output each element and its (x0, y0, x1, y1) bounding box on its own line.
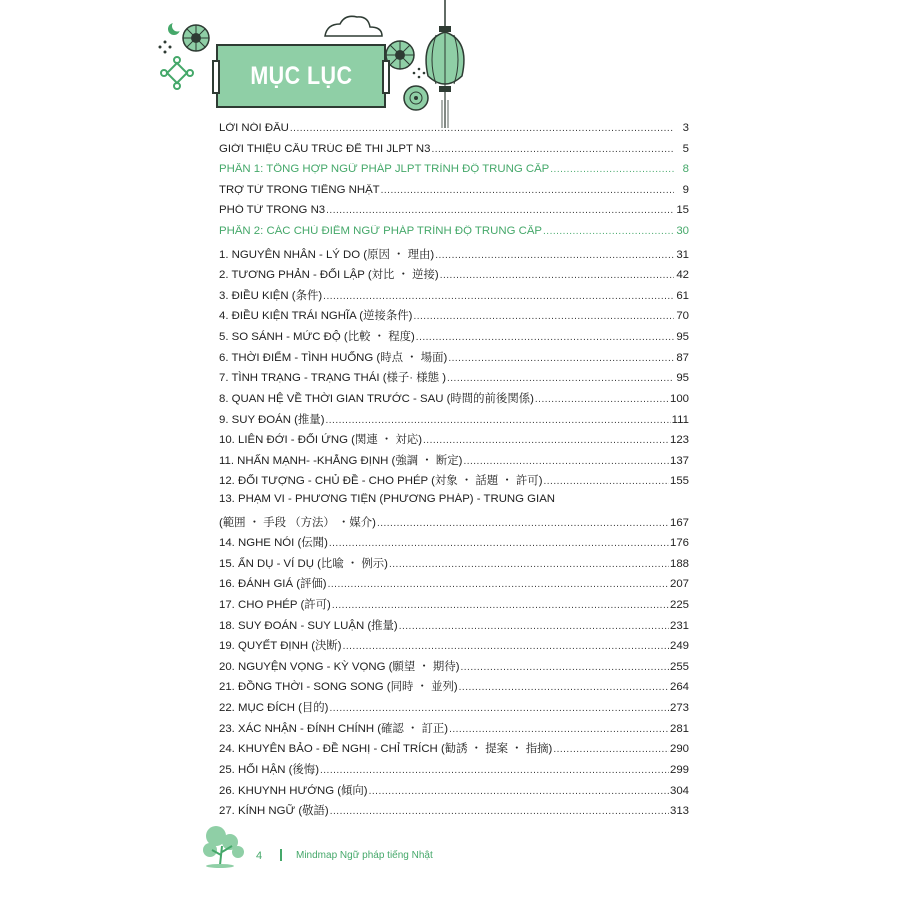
toc-entry[interactable] (219, 163, 689, 184)
banner-scroll-left (212, 60, 220, 94)
toc-entry-page: 313 (669, 805, 689, 818)
toc-entry-page: 231 (669, 619, 689, 632)
toc-entry[interactable] (219, 782, 689, 803)
toc-entry-page: 137 (669, 454, 689, 467)
toc-entry-title: 14. NGHE NÓI (伝聞) (219, 537, 328, 550)
toc-entry-page: 207 (669, 578, 689, 591)
toc-entry[interactable] (219, 411, 689, 432)
toc-leader-dots (543, 226, 674, 237)
toc-entry-title: 17. CHO PHÉP (許可) (219, 599, 331, 612)
toc-entry-title: 15. ẨN DỤ - VÍ DỤ (比喩 ・ 例示) (219, 557, 388, 570)
toc-entry[interactable] (219, 307, 689, 328)
toc-entry[interactable] (219, 143, 689, 164)
toc-entry[interactable] (219, 637, 689, 658)
toc-entry-page: 3 (682, 122, 689, 134)
flower-icon (386, 41, 414, 69)
toc-entry-title: 4. ĐIỀU KIỆN TRÁI NGHĨA (逆接条件) (219, 310, 413, 323)
toc-entry-page: 255 (669, 660, 689, 673)
knot-icon (161, 57, 193, 89)
toc-entry[interactable] (219, 761, 689, 782)
toc-leader-dots (323, 291, 674, 302)
toc-entry[interactable] (219, 740, 689, 761)
toc-entry[interactable] (219, 658, 689, 679)
toc-leader-dots (326, 415, 671, 426)
toc-entry-title: 9. SUY ĐOÁN (推量) (219, 413, 325, 426)
toc-leader-dots (329, 703, 669, 714)
toc-leader-dots (423, 435, 669, 446)
toc-leader-dots (413, 311, 674, 322)
toc-entry[interactable] (219, 596, 689, 617)
toc-entry-title: 10. LIÊN ĐỚI - ĐỐI ỨNG (関連 ・ 対応) (219, 434, 423, 447)
toc-leader-dots (343, 641, 669, 652)
flower-icon (183, 25, 209, 51)
toc-leader-dots (459, 682, 669, 693)
toc-entry-page: 176 (669, 537, 689, 550)
footer-page-number: 4 (256, 850, 263, 862)
toc-entry-page: 31 (676, 248, 689, 261)
toc-entry-page: 9 (682, 183, 689, 196)
toc-entry[interactable] (219, 328, 689, 349)
toc-entry[interactable] (219, 287, 689, 308)
toc-entry-page: 87 (676, 351, 689, 364)
toc-entry-page: 299 (669, 763, 689, 776)
toc-entry-title: 20. NGUYỆN VỌNG - KỲ VỌNG (願望 ・ 期待) (219, 660, 460, 673)
toc-entry-page: 188 (669, 557, 689, 570)
medallion-icon (404, 86, 428, 110)
toc-leader-dots (461, 662, 669, 673)
toc-entry[interactable] (219, 802, 689, 823)
toc-leader-dots (435, 250, 674, 261)
toc-leader-dots (447, 373, 674, 384)
sparkle-icon (159, 41, 172, 54)
toc-entry[interactable] (219, 555, 689, 576)
toc-entry-page: 5 (682, 142, 689, 155)
toc-entry-page: 95 (676, 372, 689, 385)
toc-leader-dots (320, 765, 669, 776)
toc-leader-dots (377, 518, 669, 529)
toc-entry-title: 26. KHUYNH HƯỚNG (傾向) (219, 784, 368, 797)
toc-leader-dots (463, 456, 669, 467)
toc-leader-dots (448, 353, 674, 364)
toc-entry-page: 15 (676, 204, 689, 217)
toc-entry[interactable] (219, 699, 689, 720)
toc-entry-page: 167 (669, 516, 689, 529)
toc-entry[interactable] (219, 266, 689, 287)
toc-entry-page: 70 (676, 310, 689, 323)
toc-entry[interactable] (219, 678, 689, 699)
toc-entry-title: 16. ĐÁNH GIÁ (評価) (219, 578, 327, 591)
toc-entry-title: TRỢ TỪ TRONG TIẾNG NHẬT (219, 183, 380, 196)
toc-entry[interactable] (219, 349, 689, 370)
toc-leader-dots (381, 185, 674, 196)
toc-entry-title: 5. SO SÁNH - MỨC ĐỘ (比較 ・ 程度) (219, 331, 415, 344)
toc-leader-dots (329, 538, 669, 549)
toc-entry-title: 13. PHẠM VI - PHƯƠNG TIỆN (PHƯƠNG PHÁP) - TRUNG GIAN (219, 492, 556, 505)
toc-entry-page: 95 (676, 331, 689, 344)
toc-leader-dots (553, 744, 669, 755)
toc-entry-title: 22. MỤC ĐÍCH (目的) (219, 702, 329, 715)
toc-entry-page: 42 (676, 269, 689, 282)
toc-entry[interactable] (219, 720, 689, 741)
toc-leader-dots (332, 600, 669, 611)
toc-entry-title: 18. SUY ĐOÁN - SUY LUẬN (推量) (219, 619, 398, 632)
banner-scroll-right (382, 60, 390, 94)
toc-entry[interactable] (219, 514, 689, 535)
toc-entry-title: 23. XÁC NHẬN - ĐÍNH CHÍNH (確認 ・ 訂正) (219, 722, 449, 735)
toc-leader-dots (326, 205, 674, 216)
toc-entry-title: PHẦN 2: CÁC CHỦ ĐIỂM NGỮ PHÁP TRÌNH ĐỘ TRUNG CẤP (219, 225, 543, 238)
table-of-contents (219, 122, 689, 823)
footer-divider (280, 849, 282, 861)
toc-leader-dots (431, 144, 674, 155)
toc-leader-dots (389, 559, 669, 570)
cloud-icon (325, 16, 382, 36)
toc-entry-title: 21. ĐỒNG THỜI - SONG SONG (同時 ・ 並列) (219, 681, 458, 694)
toc-entry-page: 100 (669, 392, 689, 405)
title-banner (216, 44, 386, 108)
toc-entry-title: 19. QUYẾT ĐỊNH (決断) (219, 640, 342, 653)
toc-entry[interactable] (219, 246, 689, 267)
toc-entry-title: 3. ĐIỀU KIỆN (条件) (219, 289, 323, 302)
toc-entry-title: 7. TÌNH TRẠNG - TRẠNG THÁI (様子· 様態 ) (219, 372, 446, 385)
toc-leader-dots (399, 621, 669, 632)
footer-book-title: Mindmap Ngữ pháp tiếng Nhật (296, 850, 433, 861)
toc-leader-dots (328, 579, 669, 590)
toc-leader-dots (290, 123, 674, 134)
toc-entry-title: 25. HỐI HẬN (後悔) (219, 763, 319, 776)
toc-entry-title: 27. KÍNH NGỮ (敬語) (219, 805, 329, 818)
toc-entry[interactable] (219, 534, 689, 555)
toc-leader-dots (440, 270, 674, 281)
toc-entry[interactable] (219, 452, 689, 473)
toc-leader-dots (535, 394, 669, 405)
toc-entry-page: 304 (669, 784, 689, 797)
toc-entry-title: 2. TƯƠNG PHẢN - ĐỐI LẬP (対比 ・ 逆接) (219, 269, 439, 282)
toc-entry-page: 155 (669, 475, 689, 488)
toc-entry-title: 6. THỜI ĐIỂM - TÌNH HUỐNG (時点 ・ 場面) (219, 351, 448, 364)
toc-leader-dots (543, 476, 669, 487)
toc-entry[interactable] (219, 431, 689, 452)
toc-entry-title: (範囲 ・ 手段 （方法） ・媒介) (219, 516, 376, 529)
toc-entry-title: PHẦN 1: TỔNG HỢP NGỮ PHÁP JLPT TRÌNH ĐỘ TRUNG CẤP (219, 163, 550, 176)
toc-entry-page: 264 (669, 681, 689, 694)
lantern-icon (426, 0, 464, 128)
toc-leader-dots (449, 724, 669, 735)
toc-entry-title: LỜI NÓI ĐẦU (219, 122, 289, 134)
sparkle-icon (413, 68, 426, 79)
toc-entry-page: 111 (671, 413, 689, 426)
toc-leader-dots (330, 806, 669, 817)
toc-entry-page: 123 (669, 434, 689, 447)
toc-entry[interactable] (219, 472, 689, 493)
toc-leader-dots (369, 786, 669, 797)
toc-entry[interactable] (219, 184, 689, 205)
toc-entry-title: 1. NGUYÊN NHÂN - LÝ DO (原因 ・ 理由) (219, 248, 435, 261)
toc-entry-title: 11. NHẤN MẠNH- -KHẲNG ĐỊNH (強調 ・ 断定) (219, 454, 463, 467)
moon-icon (168, 21, 183, 36)
toc-entry-page: 281 (669, 722, 689, 735)
toc-entry-page: 8 (682, 163, 689, 176)
toc-entry-title: GIỚI THIỆU CẤU TRÚC ĐỀ THI JLPT N3 (219, 142, 431, 155)
toc-entry-title: 12. ĐỐI TƯỢNG - CHỦ ĐỀ - CHO PHÉP (対象 ・ 話題 ・ 許可) (219, 475, 543, 488)
toc-entry[interactable] (219, 390, 689, 411)
toc-entry[interactable] (219, 369, 689, 390)
toc-entry-title: 24. KHUYÊN BẢO - ĐỀ NGHỊ - CHỈ TRÍCH (勧誘 ・ 提案 ・ 指摘) (219, 743, 553, 756)
toc-leader-dots (550, 164, 674, 175)
toc-entry-page: 61 (676, 289, 689, 302)
toc-entry-page: 290 (669, 743, 689, 756)
page-footer (196, 826, 616, 866)
toc-entry[interactable] (219, 493, 689, 514)
toc-leader-dots (416, 332, 674, 343)
toc-entry[interactable] (219, 122, 689, 143)
toc-entry[interactable] (219, 225, 689, 246)
toc-entry-page: 225 (669, 599, 689, 612)
toc-entry[interactable] (219, 575, 689, 596)
toc-entry-page: 30 (676, 225, 689, 238)
toc-entry-page: 249 (669, 640, 689, 653)
toc-entry-title: PHÓ TỪ TRONG N3 (219, 204, 326, 217)
toc-entry[interactable] (219, 204, 689, 225)
toc-entry[interactable] (219, 617, 689, 638)
toc-entry-page: 273 (669, 702, 689, 715)
page-title: MỤC LỤC (249, 61, 353, 90)
toc-entry-title: 8. QUAN HỆ VỀ THỜI GIAN TRƯỚC - SAU (時間的前後関係) (219, 392, 534, 405)
